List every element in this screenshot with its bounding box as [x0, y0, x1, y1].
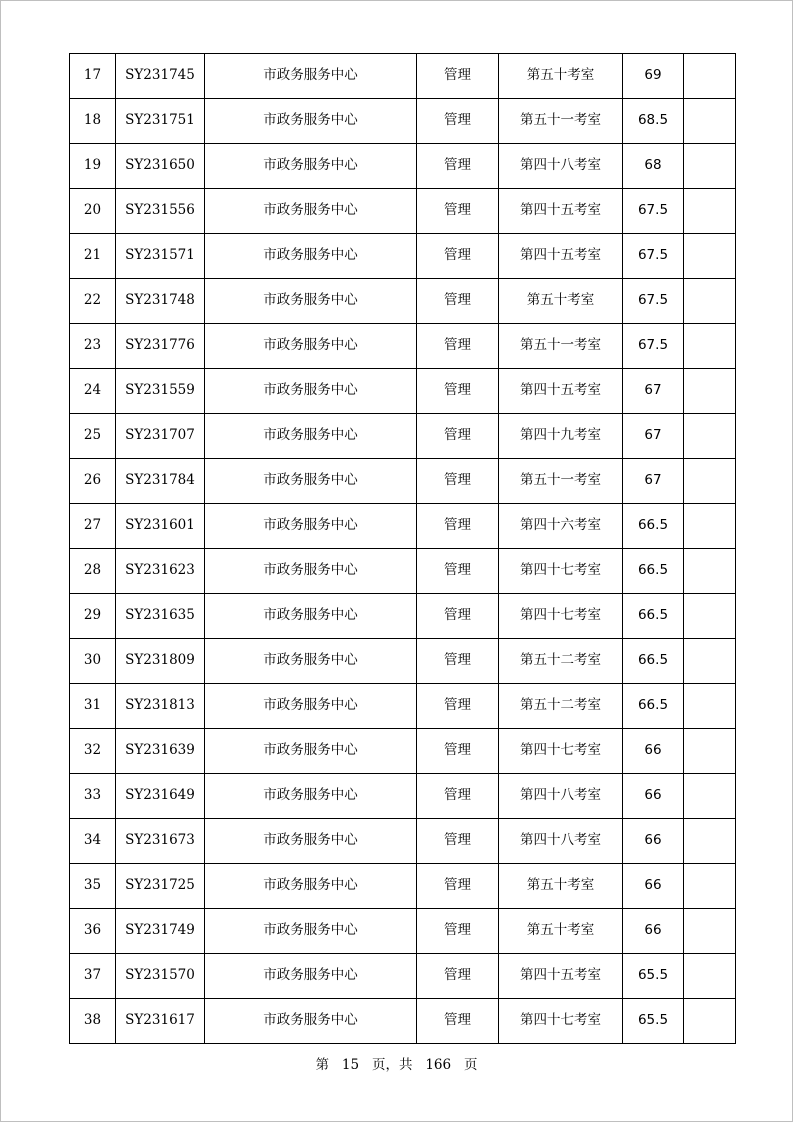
cell-note: [684, 414, 736, 459]
cell-score: 67.5: [623, 234, 684, 279]
cell-seq: 18: [70, 99, 116, 144]
cell-unit: 市政务服务中心: [205, 279, 417, 324]
cell-exam-room: 第四十五考室: [499, 189, 623, 234]
cell-unit: 市政务服务中心: [205, 999, 417, 1044]
table-row: [70, 954, 736, 999]
footer-total-pages: 166: [425, 1057, 452, 1073]
cell-post: 管理: [417, 504, 499, 549]
cell-unit: 市政务服务中心: [205, 234, 417, 279]
cell-seq: 22: [70, 279, 116, 324]
table-row: [70, 144, 736, 189]
footer-mid: 页，共: [371, 1057, 413, 1073]
cell-exam-room: 第五十考室: [499, 909, 623, 954]
cell-exam-id: SY231571: [116, 234, 205, 279]
footer-prefix: 第: [315, 1057, 329, 1073]
cell-exam-id: SY231623: [116, 549, 205, 594]
cell-note: [684, 459, 736, 504]
cell-score: 68: [623, 144, 684, 189]
cell-exam-room: 第五十考室: [499, 54, 623, 99]
cell-seq: 23: [70, 324, 116, 369]
cell-score: 67.5: [623, 189, 684, 234]
cell-note: [684, 684, 736, 729]
cell-score: 67.5: [623, 324, 684, 369]
cell-unit: 市政务服务中心: [205, 864, 417, 909]
cell-post: 管理: [417, 729, 499, 774]
cell-unit: 市政务服务中心: [205, 819, 417, 864]
cell-post: 管理: [417, 639, 499, 684]
cell-score: 67: [623, 369, 684, 414]
cell-post: 管理: [417, 144, 499, 189]
cell-exam-id: SY231601: [116, 504, 205, 549]
cell-exam-id: SY231570: [116, 954, 205, 999]
cell-score: 66.5: [623, 594, 684, 639]
cell-exam-id: SY231556: [116, 189, 205, 234]
cell-score: 69: [623, 54, 684, 99]
table-row: [70, 99, 736, 144]
cell-exam-id: SY231745: [116, 54, 205, 99]
cell-post: 管理: [417, 909, 499, 954]
page-footer: [0, 1057, 793, 1073]
cell-score: 67.5: [623, 279, 684, 324]
cell-seq: 19: [70, 144, 116, 189]
table-row: [70, 684, 736, 729]
cell-unit: 市政务服务中心: [205, 369, 417, 414]
cell-exam-id: SY231784: [116, 459, 205, 504]
cell-score: 66: [623, 864, 684, 909]
cell-post: 管理: [417, 999, 499, 1044]
cell-note: [684, 729, 736, 774]
cell-unit: 市政务服务中心: [205, 594, 417, 639]
cell-seq: 27: [70, 504, 116, 549]
cell-unit: 市政务服务中心: [205, 324, 417, 369]
table-row: [70, 414, 736, 459]
table-body: [70, 54, 736, 1044]
cell-seq: 28: [70, 549, 116, 594]
cell-exam-room: 第四十七考室: [499, 549, 623, 594]
cell-score: 68.5: [623, 99, 684, 144]
cell-exam-id: SY231748: [116, 279, 205, 324]
cell-unit: 市政务服务中心: [205, 909, 417, 954]
cell-unit: 市政务服务中心: [205, 684, 417, 729]
table-row: [70, 864, 736, 909]
table-row: [70, 594, 736, 639]
cell-exam-room: 第五十一考室: [499, 324, 623, 369]
table-row: [70, 774, 736, 819]
cell-exam-room: 第四十六考室: [499, 504, 623, 549]
cell-note: [684, 189, 736, 234]
cell-post: 管理: [417, 819, 499, 864]
score-table: [69, 53, 736, 1044]
cell-note: [684, 234, 736, 279]
cell-exam-room: 第五十二考室: [499, 684, 623, 729]
cell-post: 管理: [417, 594, 499, 639]
cell-exam-id: SY231559: [116, 369, 205, 414]
cell-seq: 33: [70, 774, 116, 819]
cell-exam-room: 第五十考室: [499, 864, 623, 909]
table-row: [70, 999, 736, 1044]
table-row: [70, 819, 736, 864]
cell-exam-room: 第五十考室: [499, 279, 623, 324]
cell-seq: 24: [70, 369, 116, 414]
cell-exam-room: 第四十九考室: [499, 414, 623, 459]
cell-note: [684, 909, 736, 954]
cell-seq: 38: [70, 999, 116, 1044]
cell-note: [684, 639, 736, 684]
cell-note: [684, 549, 736, 594]
cell-score: 66.5: [623, 504, 684, 549]
cell-post: 管理: [417, 459, 499, 504]
table-row: [70, 639, 736, 684]
cell-post: 管理: [417, 774, 499, 819]
cell-exam-room: 第四十七考室: [499, 999, 623, 1044]
cell-score: 66: [623, 819, 684, 864]
cell-exam-id: SY231639: [116, 729, 205, 774]
cell-exam-id: SY231751: [116, 99, 205, 144]
cell-exam-id: SY231673: [116, 819, 205, 864]
cell-seq: 29: [70, 594, 116, 639]
cell-exam-id: SY231813: [116, 684, 205, 729]
cell-seq: 30: [70, 639, 116, 684]
cell-seq: 35: [70, 864, 116, 909]
cell-unit: 市政务服务中心: [205, 189, 417, 234]
cell-post: 管理: [417, 279, 499, 324]
cell-seq: 34: [70, 819, 116, 864]
table-row: [70, 234, 736, 279]
cell-post: 管理: [417, 549, 499, 594]
table-row: [70, 729, 736, 774]
cell-score: 67: [623, 414, 684, 459]
cell-note: [684, 369, 736, 414]
table-row: [70, 549, 736, 594]
cell-note: [684, 324, 736, 369]
cell-unit: 市政务服务中心: [205, 639, 417, 684]
cell-seq: 32: [70, 729, 116, 774]
cell-unit: 市政务服务中心: [205, 414, 417, 459]
cell-exam-id: SY231635: [116, 594, 205, 639]
cell-exam-room: 第五十一考室: [499, 459, 623, 504]
cell-exam-id: SY231749: [116, 909, 205, 954]
table-row: [70, 459, 736, 504]
cell-seq: 37: [70, 954, 116, 999]
cell-note: [684, 774, 736, 819]
cell-seq: 26: [70, 459, 116, 504]
cell-post: 管理: [417, 324, 499, 369]
cell-note: [684, 504, 736, 549]
cell-unit: 市政务服务中心: [205, 504, 417, 549]
cell-exam-id: SY231776: [116, 324, 205, 369]
cell-exam-id: SY231725: [116, 864, 205, 909]
table-row: [70, 54, 736, 99]
cell-seq: 36: [70, 909, 116, 954]
cell-post: 管理: [417, 189, 499, 234]
cell-post: 管理: [417, 99, 499, 144]
cell-exam-room: 第四十七考室: [499, 729, 623, 774]
cell-note: [684, 819, 736, 864]
cell-seq: 25: [70, 414, 116, 459]
cell-seq: 31: [70, 684, 116, 729]
cell-exam-room: 第四十八考室: [499, 819, 623, 864]
cell-score: 66: [623, 729, 684, 774]
table-row: [70, 504, 736, 549]
cell-post: 管理: [417, 684, 499, 729]
footer-page-number: 15: [341, 1057, 360, 1073]
cell-unit: 市政务服务中心: [205, 99, 417, 144]
cell-note: [684, 594, 736, 639]
cell-exam-room: 第四十五考室: [499, 234, 623, 279]
cell-exam-id: SY231707: [116, 414, 205, 459]
cell-seq: 21: [70, 234, 116, 279]
cell-note: [684, 999, 736, 1044]
table-row: [70, 189, 736, 234]
cell-score: 66: [623, 774, 684, 819]
cell-note: [684, 99, 736, 144]
cell-unit: 市政务服务中心: [205, 774, 417, 819]
table-row: [70, 279, 736, 324]
table-row: [70, 324, 736, 369]
cell-exam-room: 第四十八考室: [499, 774, 623, 819]
table-row: [70, 369, 736, 414]
cell-unit: 市政务服务中心: [205, 459, 417, 504]
cell-exam-room: 第四十七考室: [499, 594, 623, 639]
cell-post: 管理: [417, 54, 499, 99]
cell-note: [684, 144, 736, 189]
cell-note: [684, 954, 736, 999]
cell-score: 65.5: [623, 999, 684, 1044]
cell-exam-room: 第五十一考室: [499, 99, 623, 144]
cell-unit: 市政务服务中心: [205, 954, 417, 999]
cell-unit: 市政务服务中心: [205, 549, 417, 594]
cell-unit: 市政务服务中心: [205, 144, 417, 189]
table-row: [70, 909, 736, 954]
cell-post: 管理: [417, 234, 499, 279]
cell-seq: 20: [70, 189, 116, 234]
cell-exam-id: SY231650: [116, 144, 205, 189]
cell-unit: 市政务服务中心: [205, 729, 417, 774]
cell-score: 67: [623, 459, 684, 504]
cell-post: 管理: [417, 864, 499, 909]
cell-exam-id: SY231617: [116, 999, 205, 1044]
cell-note: [684, 279, 736, 324]
footer-suffix: 页: [464, 1057, 478, 1073]
cell-score: 66.5: [623, 549, 684, 594]
cell-exam-room: 第四十八考室: [499, 144, 623, 189]
cell-post: 管理: [417, 414, 499, 459]
cell-note: [684, 54, 736, 99]
cell-exam-room: 第四十五考室: [499, 954, 623, 999]
cell-post: 管理: [417, 369, 499, 414]
cell-post: 管理: [417, 954, 499, 999]
cell-score: 66.5: [623, 684, 684, 729]
cell-score: 66: [623, 909, 684, 954]
cell-unit: 市政务服务中心: [205, 54, 417, 99]
cell-exam-id: SY231649: [116, 774, 205, 819]
cell-seq: 17: [70, 54, 116, 99]
cell-score: 65.5: [623, 954, 684, 999]
cell-exam-room: 第五十二考室: [499, 639, 623, 684]
cell-exam-id: SY231809: [116, 639, 205, 684]
cell-exam-room: 第四十五考室: [499, 369, 623, 414]
cell-note: [684, 864, 736, 909]
cell-score: 66.5: [623, 639, 684, 684]
